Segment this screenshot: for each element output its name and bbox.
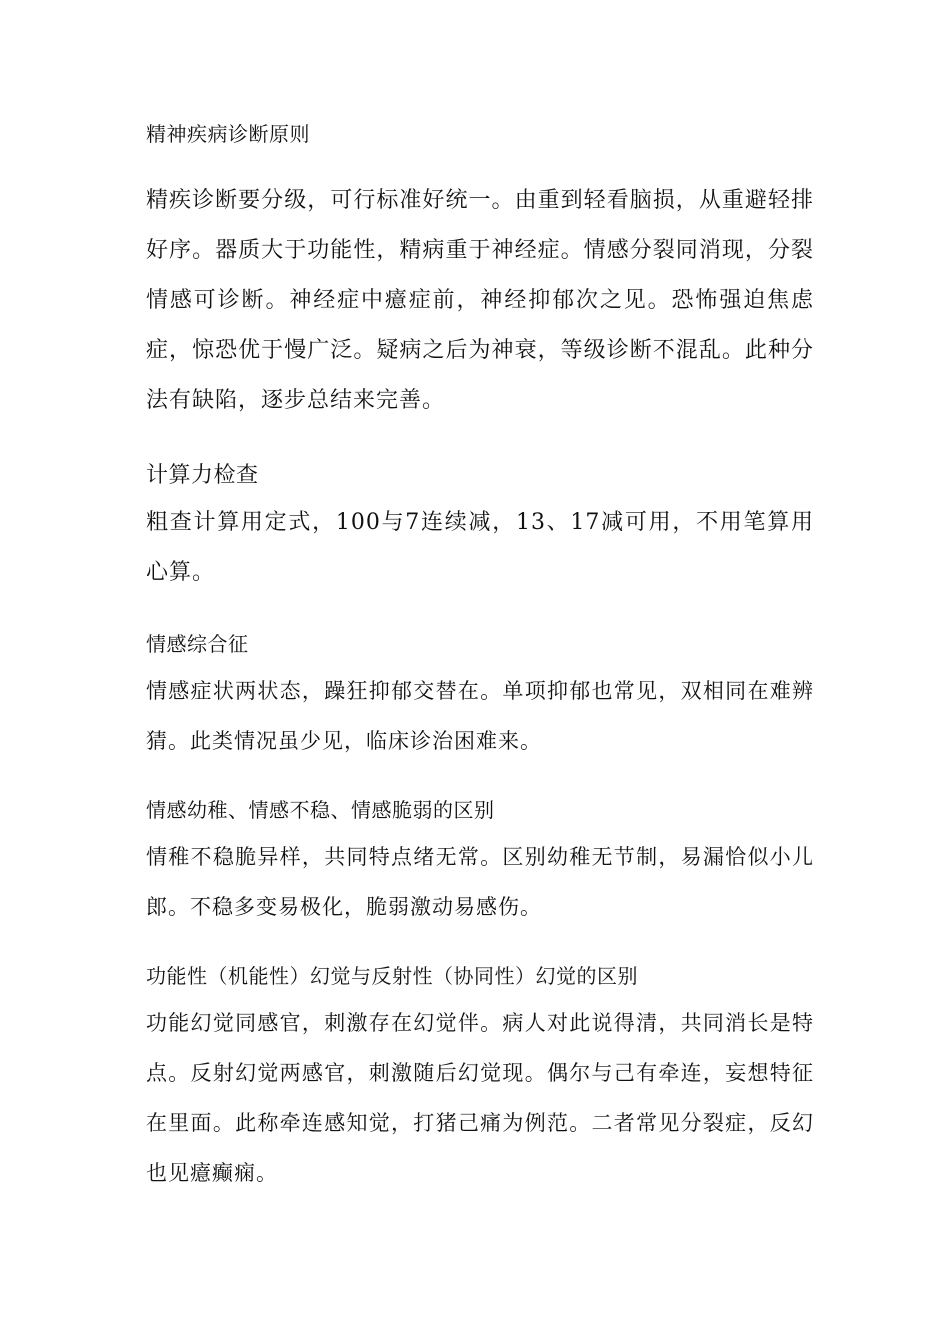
section-calculation-check	[146, 454, 814, 598]
section-body: 粗查计算用定式，100与7连续减，13、17减可用，不用笔算用心算。	[146, 510, 814, 585]
section-heading: 情感幼稚、情感不稳、情感脆弱的区别	[146, 798, 495, 822]
section-hallucination-differences	[146, 954, 814, 1198]
section-body: 精疾诊断要分级，可行标准好统一。由重到轻看脑损，从重避轻排好序。器质大于功能性，精病重于神经症。情感分裂同消现，分裂情感可诊断。神经症中癔症前，神经抑郁次之见。恐怖强迫焦虑症，惊恐优于慢广泛。疑病之后为神衰，等级诊断不混乱。此种分法有缺陷，逐步总结来完善。	[146, 188, 814, 413]
section-body: 情稚不稳脆异样，共同特点绪无常。区别幼稚无节制，易漏恰似小儿郎。不稳多变易极化，脆弱激动易感伤。	[146, 845, 814, 919]
section-body: 功能幻觉同感官，刺激存在幻觉伴。病人对此说得清，共同消长是特点。反射幻觉两感官，刺激随后幻觉现。偶尔与己有牵连，妄想特征在里面。此称牵连感知觉，打猪己痛为例范。二者常见分裂症，反幻也见癔癫痫。	[146, 1011, 814, 1185]
section-heading: 精神疾病诊断原则	[146, 122, 310, 146]
section-heading: 计算力检查	[146, 463, 259, 488]
section-heading: 功能性（机能性）幻觉与反射性（协同性）幻觉的区别	[146, 964, 638, 988]
section-affective-syndrome	[146, 622, 814, 766]
section-body: 情感症状两状态，躁狂抑郁交替在。单项抑郁也常见，双相同在难辨猜。此类情况虽少见，临床诊治困难来。	[146, 679, 814, 753]
document-page	[146, 112, 814, 1198]
section-emotion-differences	[146, 788, 814, 932]
section-heading: 情感综合征	[146, 632, 249, 656]
section-diagnosis-principles	[146, 112, 814, 426]
